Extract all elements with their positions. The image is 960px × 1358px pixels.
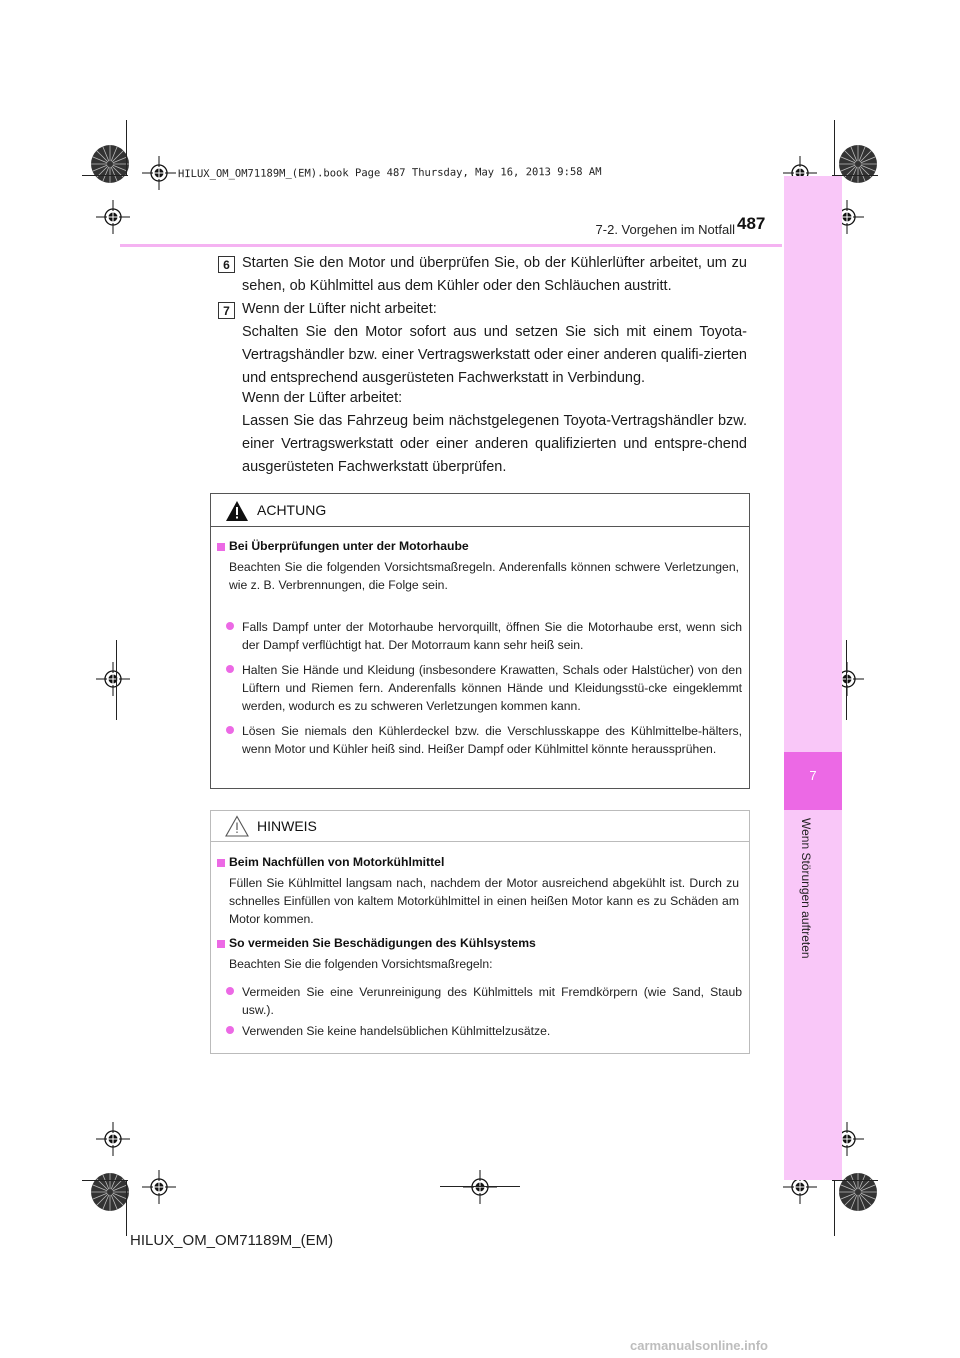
round-bullet-icon (226, 665, 234, 673)
watermark: carmanualsonline.info (630, 1338, 768, 1353)
step-paragraph: Wenn der Lüfter arbeitet: (242, 390, 403, 406)
square-bullet-icon (217, 859, 225, 867)
crop-line (846, 640, 847, 720)
chapter-title: Wenn Störungen auftreten (799, 818, 813, 959)
notice-text: Füllen Sie Kühlmittel langsam nach, nachdem der Motor ausreichend abgekühlt ist. Durch zu schnelles Einfüllen von kaltem Motorkühlmittel in einen heißen Motor kann es zu Schäden am Motor kommen. (229, 876, 739, 926)
notice-bullet: Verwenden Sie keine handelsüblichen Kühlmittelzusätze. (242, 1024, 551, 1038)
page-number: 487 (737, 214, 766, 233)
registration-mark-icon (463, 1170, 497, 1204)
notice-triangle-icon (225, 815, 249, 842)
crop-line (126, 1180, 127, 1236)
caution-intro: Beachten Sie die folgenden Vorsichtsmaßregeln. Anderenfalls können schwere Verletzungen, wie z. B. Verbrennungen, die Folge sein. (229, 560, 739, 592)
registration-mark-icon (96, 662, 130, 696)
caution-bullet: Lösen Sie niemals den Kühlerdeckel bzw. die Verschlusskappe des Kühlmittelbe-hälters, wenn Motor und Kühler heiß sind. Heißer Dampf oder Kühlmittel könnte heraussprühen. (242, 724, 742, 756)
round-bullet-icon (226, 726, 234, 734)
step-paragraph: Lassen Sie das Fahrzeug beim nächstgelegenen Toyota-Vertragshändler bzw. einer Vertragswerkstatt oder einer anderen qualifizierten und entspre-chend ausgerüsteten Fachwerkstatt überprüfen. (242, 413, 747, 475)
chapter-side-bar (784, 176, 842, 1180)
registration-rosette-icon (838, 144, 878, 184)
warning-triangle-icon (225, 500, 249, 527)
crop-line (440, 1186, 520, 1187)
registration-mark-icon (142, 1170, 176, 1204)
round-bullet-icon (226, 987, 234, 995)
notice-box (210, 810, 750, 1054)
registration-mark-icon (142, 156, 176, 190)
notice-bullet: Vermeiden Sie eine Verunreinigung des Kühlmittels mit Fremdkörpern (wie Sand, Staub usw.). (242, 985, 742, 1017)
notice-title: HINWEIS (257, 818, 317, 834)
round-bullet-icon (226, 622, 234, 630)
crop-line (834, 1180, 835, 1236)
step-paragraph: Starten Sie den Motor und überprüfen Sie, ob der Kühlerlüfter arbeitet, um zu sehen, ob Kühlmittel aus dem Kühler oder den Schläuchen austritt. (242, 255, 747, 294)
crop-line (116, 640, 117, 720)
crop-line (82, 1180, 128, 1181)
caution-heading: Bei Überprüfungen unter der Motorhaube (229, 539, 469, 553)
registration-rosette-icon (90, 1172, 130, 1212)
crop-line (126, 120, 127, 176)
registration-mark-icon (96, 200, 130, 234)
footer-document-code: HILUX_OM_OM71189M_(EM) (130, 1232, 334, 1249)
book-file-label: HILUX_OM_OM71189M_(EM).book Page 487 Thursday, May 16, 2013 9:58 AM (177, 165, 602, 181)
notice-heading: Beim Nachfüllen von Motorkühlmittel (229, 855, 445, 869)
step-paragraph: Schalten Sie den Motor sofort aus und setzen Sie sich mit einem Toyota-Vertragshändler bzw. einer Vertragswerkstatt oder einer anderen qualifi-zierten und entsprechend ausgerüsteten Fachwerkstatt in Verbindung. (242, 324, 747, 386)
caution-bullet: Halten Sie Hände und Kleidung (insbesondere Krawatten, Schals oder Halstücher) von den Lüftern und Riemen fern. Anderenfalls können Hände und Kleidungsstü-cke eingeklemmt werden, wodurch es zu schweren Verletzungen kommen kann. (242, 663, 742, 713)
registration-rosette-icon (90, 144, 130, 184)
chapter-number: 7 (809, 768, 817, 783)
caution-box (210, 493, 750, 789)
caution-bullet: Falls Dampf unter der Motorhaube hervorquillt, öffnen Sie die Motorhaube erst, wenn sich der Dampf verflüchtigt hat. Der Motorraum kann sehr heiß sein. (242, 620, 742, 652)
header-rule (120, 244, 782, 247)
registration-rosette-icon (838, 1172, 878, 1212)
notice-text: Beachten Sie die folgenden Vorsichtsmaßregeln: (229, 957, 493, 971)
crop-line (82, 175, 128, 176)
square-bullet-icon (217, 543, 225, 551)
step-number-badge: 7 (218, 302, 235, 319)
notice-header (211, 811, 749, 842)
step-paragraph: Wenn der Lüfter nicht arbeitet: (242, 301, 437, 317)
round-bullet-icon (226, 1026, 234, 1034)
registration-mark-icon (96, 1122, 130, 1156)
crop-line (834, 120, 835, 176)
square-bullet-icon (217, 940, 225, 948)
caution-header (211, 494, 749, 527)
section-title: 7-2. Vorgehen im Notfall (595, 222, 735, 237)
caution-title: ACHTUNG (257, 502, 327, 518)
step-number-badge: 6 (218, 256, 235, 273)
crop-line (832, 1180, 878, 1181)
notice-heading: So vermeiden Sie Beschädigungen des Kühlsystems (229, 936, 536, 950)
